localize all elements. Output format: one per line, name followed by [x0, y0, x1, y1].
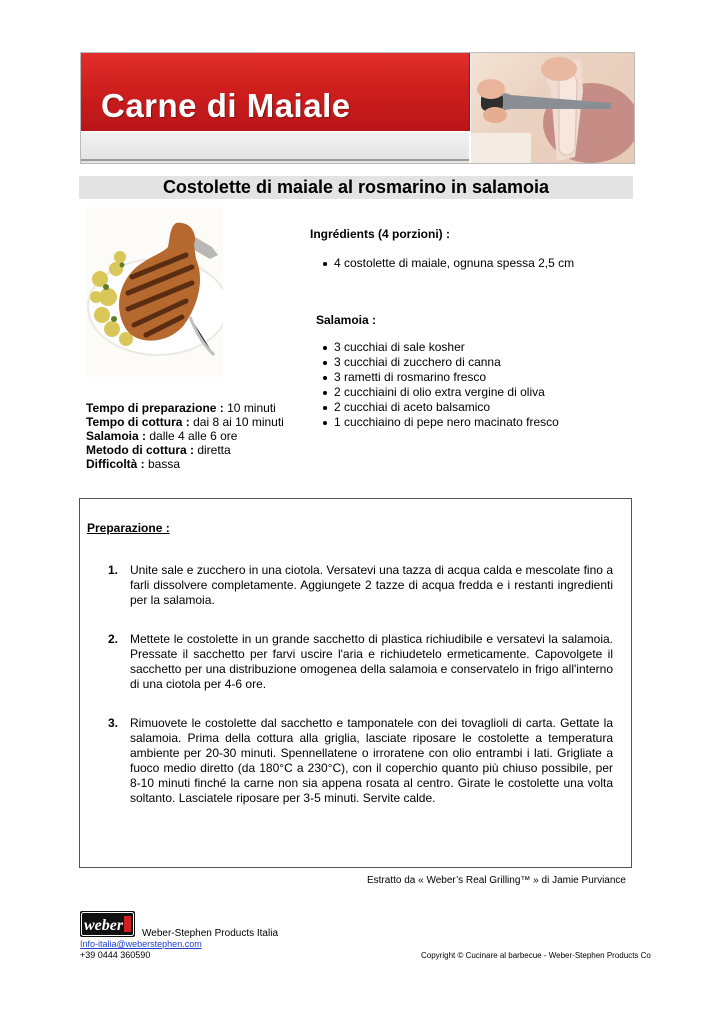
step-text: Unite sale e zucchero in una ciotola. Versatevi una tazza di acqua calda e mescolate fino a farli dissolvere completamente. Aggiungete 2 tazze di acqua fredda e i restanti ingredienti per la salamoia.	[130, 563, 613, 607]
ingredients-heading: Ingrédients (4 porzioni) :	[310, 227, 450, 241]
recipe-title: Costolette di maiale al rosmarino in salamoia	[162, 177, 550, 197]
company-name: Weber-Stephen Products Italia	[142, 928, 279, 939]
cook-time-label: Tempo di cottura :	[86, 415, 190, 429]
cook-method-label: Metodo di cottura :	[86, 443, 194, 457]
brine-heading: Salamoia :	[316, 313, 377, 327]
email-link[interactable]: Info-italia@weberstephen.com	[80, 939, 202, 949]
list-item: 3 cucchiai di zucchero di canna	[322, 355, 559, 370]
difficulty-row	[86, 457, 284, 471]
step-number: 3.	[108, 716, 119, 730]
banner-title: Carne di Maiale	[101, 87, 351, 124]
list-item: 2 cucchiai di aceto balsamico	[322, 400, 559, 415]
recipe-info	[86, 401, 284, 471]
weber-logo	[80, 911, 135, 937]
brine-time-row	[86, 429, 284, 443]
step-number: 2.	[108, 632, 119, 646]
list-item: 4 costolette di maiale, ognuna spessa 2,5 cm	[322, 256, 574, 270]
cook-time-value: dai 8 ai 10 minuti	[189, 415, 284, 429]
prep-time-label: Tempo di preparazione :	[86, 401, 224, 415]
banner-red-panel	[81, 53, 470, 131]
cook-method-row	[86, 443, 284, 457]
list-item: 3 rametti di rosmarino fresco	[322, 370, 559, 385]
list-item: 3 cucchiai di sale kosher	[322, 340, 559, 355]
list-item: 1 cucchiaino di pepe nero macinato fresco	[322, 415, 559, 430]
prep-time-value: 10 minuti	[223, 401, 276, 415]
banner-divider	[81, 159, 469, 161]
step-text: Rimuovete le costolette dal sacchetto e tamponatele con dei tovaglioli di carta. Gettate la salamoia. Prima della cottura alla griglia, lasciate riposare le costolette a temperatura ambiente per 20-30 minuti. Spennellatene o irroratene con olio entrambi i lati. Grigliate a fuoco medio diretto (da 180°C a 230°C), con il coperchio quanto più chiuso possibile, per 8-10 minuti finché la carne non sia appena rosata al centro. Girate le costolette una volta soltanto. Lasciatele riposare per 3-5 minuti. Servite calde.	[130, 716, 613, 805]
brine-time-value: dalle 4 alle 6 ore	[146, 429, 238, 443]
cook-method-value: diretta	[194, 443, 231, 457]
cook-time-row	[86, 415, 284, 429]
difficulty-value: bassa	[144, 457, 181, 471]
brine-time-label: Salamoia :	[86, 429, 147, 443]
prep-time-row	[86, 401, 284, 415]
step-number: 1.	[108, 563, 119, 577]
recipe-title-bar	[79, 176, 633, 199]
preparation-box	[79, 498, 632, 868]
brine-list	[322, 340, 559, 430]
source-credit: Estratto da « Weber’s Real Grilling™ » di Jamie Purviance	[366, 875, 626, 886]
dish-photo	[86, 207, 223, 377]
phone-number: +39 0444 360590	[80, 950, 151, 960]
preparation-heading: Preparazione :	[87, 521, 170, 535]
ingredients-list	[322, 256, 574, 270]
list-item: 2 cucchiaini di olio extra vergine di oliva	[322, 385, 559, 400]
step-text: Mettete le costolette in un grande sacchetto di plastica richiudibile e versatevi la salamoia. Pressate il sacchetto per farvi uscire l'aria e richiudetelo ermeticamente. Capovolgete il sacchetto per una distribuzione omogenea della salamoia e conservatelo in frigo all'interno di una ciotola per 4-6 ore.	[130, 632, 613, 691]
copyright-text: Copyright © Cucinare al barbecue - Weber-Stephen Products Co	[421, 951, 651, 960]
banner-photo-knife-meat	[471, 53, 634, 163]
header-banner	[80, 52, 635, 164]
logo-text: weber	[84, 917, 124, 934]
difficulty-label: Difficoltà :	[86, 457, 145, 471]
